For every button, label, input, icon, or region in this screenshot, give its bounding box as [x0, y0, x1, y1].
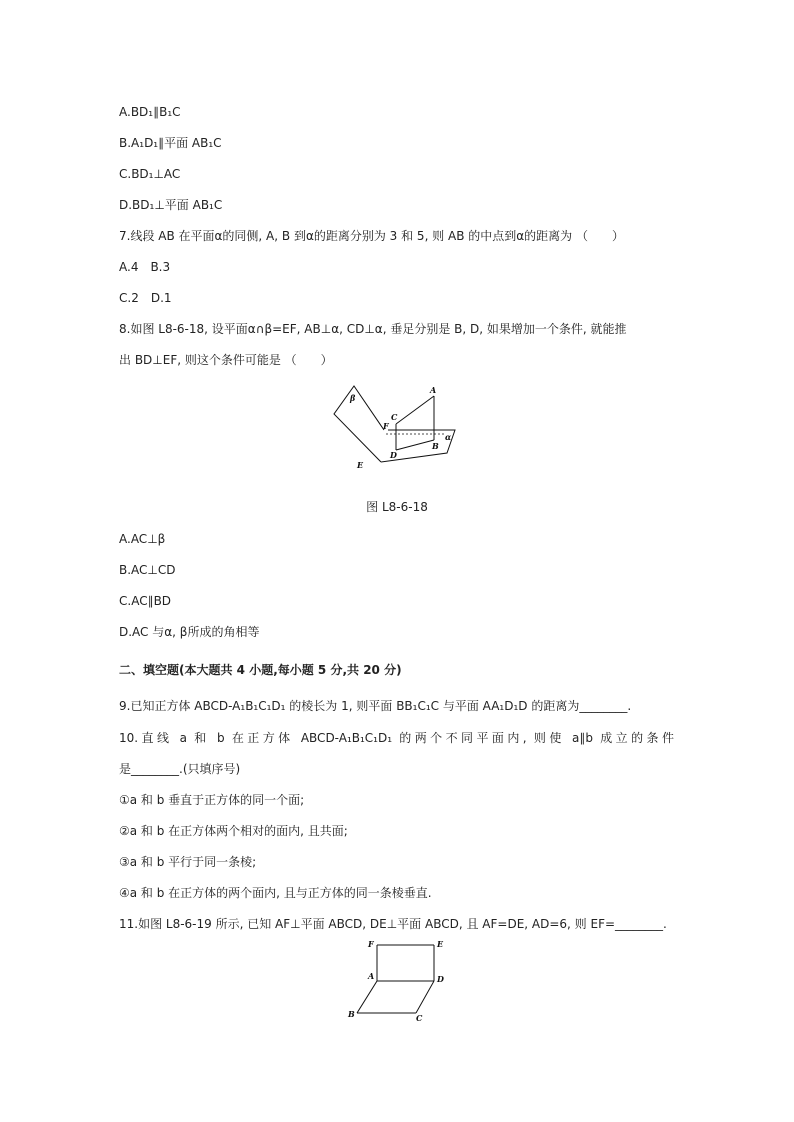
label-d: D [390, 450, 397, 460]
question-8-line2: 出 BD⊥EF, 则这个条件可能是 （ ） [119, 353, 333, 367]
question-10-line2: 是________.(只填序号) [119, 762, 241, 776]
label-c: C [416, 1013, 423, 1023]
label-c: C [391, 412, 398, 422]
segment-ab [357, 981, 377, 1013]
segment-ac [396, 396, 434, 424]
label-b: B [348, 1009, 355, 1019]
question-11: 11.如图 L8-6-19 所示, 已知 AF⊥平面 ABCD, DE⊥平面 ABCD, 且 AF=DE, AD=6, 则 EF=________. [119, 917, 667, 931]
section-heading-fill-in: 二、填空题(本大题共 4 小题,每小题 5 分,共 20 分) [119, 663, 402, 677]
figure-l8-6-19 [340, 935, 460, 1025]
question-7: 7.线段 AB 在平面α的同侧, A, B 到α的距离分别为 3 和 5, 则 AB 的中点到α的距离为 （ ） [119, 229, 624, 243]
option-8c: C.AC∥BD [119, 594, 172, 608]
option-8b: B.AC⊥CD [119, 563, 176, 577]
options-7ab: A.4 B.3 [119, 260, 171, 274]
label-beta: β [350, 393, 356, 403]
option-8d: D.AC 与α, β所成的角相等 [119, 625, 260, 639]
option-6d: D.BD₁⊥平面 AB₁C [119, 198, 223, 212]
condition-1: ①a 和 b 垂直于正方体的同一个面; [119, 793, 305, 807]
label-b: B [432, 441, 439, 451]
label-e: E [357, 460, 364, 470]
condition-4: ④a 和 b 在正方体的两个面内, 且与正方体的同一条棱垂直. [119, 886, 432, 900]
label-d: D [437, 974, 444, 984]
label-f: F [368, 939, 374, 949]
label-a: A [368, 971, 375, 981]
segment-db [396, 440, 434, 450]
figure-caption-l8-6-18: 图 L8-6-18 [366, 500, 428, 514]
question-10-line1: 10.直线 a 和 b 在正方体 ABCD-A₁B₁C₁D₁ 的两个不同平面内, 则使 a∥b 成立的条件 [119, 731, 674, 745]
condition-3: ③a 和 b 平行于同一条棱; [119, 855, 257, 869]
question-9: 9.已知正方体 ABCD-A₁B₁C₁D₁ 的棱长为 1, 则平面 BB₁C₁C 与平面 AA₁D₁D 的距离为________. [119, 699, 632, 713]
plane-beta [334, 386, 384, 462]
label-e: E [437, 939, 444, 949]
label-f: F [383, 421, 389, 431]
option-6b: B.A₁D₁∥平面 AB₁C [119, 136, 222, 150]
option-8a: A.AC⊥β [119, 532, 166, 546]
condition-2: ②a 和 b 在正方体两个相对的面内, 且共面; [119, 824, 348, 838]
options-7cd: C.2 D.1 [119, 291, 172, 305]
segment-cd [416, 981, 434, 1013]
label-a: A [430, 385, 437, 395]
figure-l8-6-18 [326, 380, 468, 472]
option-6a: A.BD₁∥B₁C [119, 105, 181, 119]
question-8-line1: 8.如图 L8-6-18, 设平面α∩β=EF, AB⊥α, CD⊥α, 垂足分别是 B, D, 如果增加一个条件, 就能推 [119, 322, 627, 336]
label-alpha: α [445, 432, 452, 442]
option-6c: C.BD₁⊥AC [119, 167, 181, 181]
